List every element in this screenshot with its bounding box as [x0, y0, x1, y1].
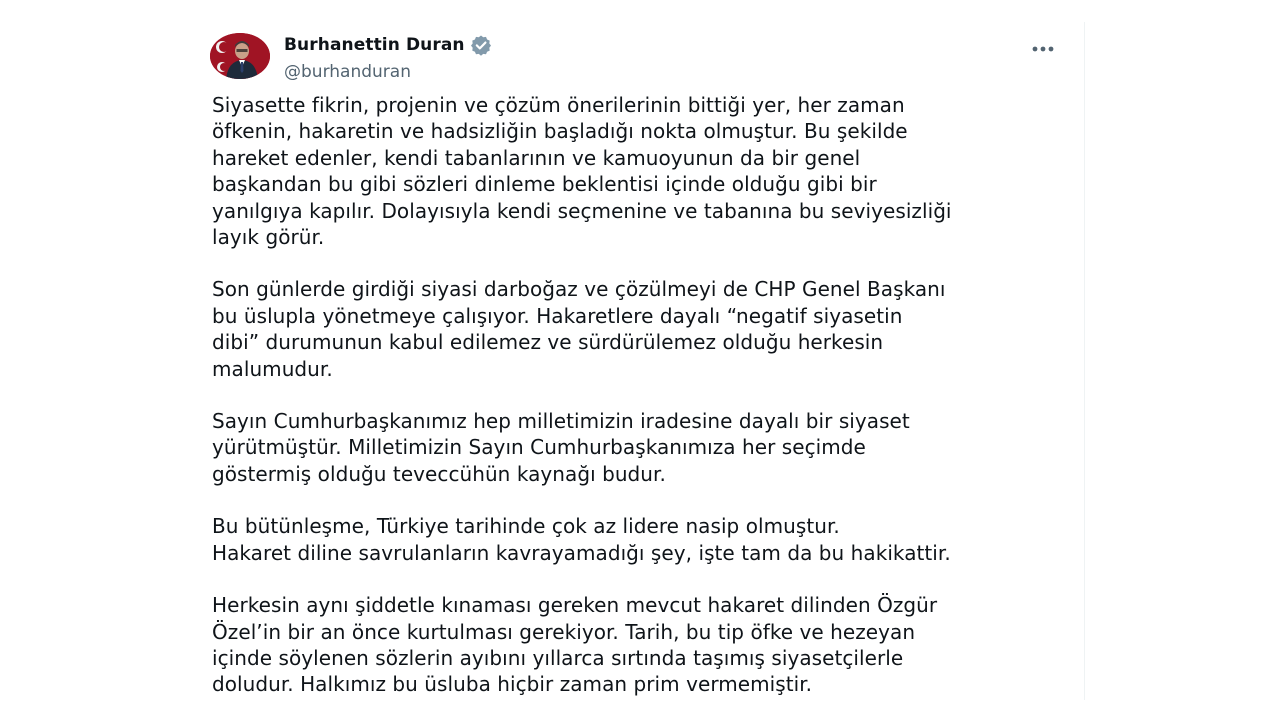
tweet-paragraph: Sayın Cumhurbaşkanımız hep milletimizin iradesine dayalı bir siyaset yürütmüştür. Milletimizin Sayın Cumhurbaşkanımıza her seçimde göstermiş olduğu teveccühün kaynağı budur. [212, 409, 910, 486]
more-options-button[interactable] [1026, 35, 1060, 63]
tweet-card [196, 22, 1085, 700]
tweet-paragraph: Herkesin aynı şiddetle kınaması gereken mevcut hakaret dilinden Özgür Özel’in bir an önce kurtulması gerekiyor. Tarih, bu tip öfke ve hezeyan içinde söylenen sözlerin ayıbını yıllarca sırtında taşımış siyasetçilerle doludur. Halkımız bu üsluba hiçbir zaman prim vermemiştir. [212, 593, 938, 697]
avatar[interactable] [210, 33, 270, 79]
tweet-paragraph: Son günlerde girdiği siyasi darboğaz ve çözülmeyi de CHP Genel Başkanı bu üslupla yönetmeye çalışıyor. Hakaretlere dayalı “negatif siyasetin dibi” durumunun kabul edilemez ve sürdürülemez olduğu herkesin malumudur. [212, 277, 946, 381]
verified-check-icon [470, 34, 492, 56]
author-display-name[interactable]: Burhanettin Duran [284, 35, 465, 55]
tweet-text [212, 92, 1072, 724]
author-handle[interactable]: @burhanduran [284, 62, 411, 82]
author-name-row[interactable] [284, 34, 492, 56]
tweet-paragraph: Siyasette fikrin, projenin ve çözüm önerilerinin bittiği yer, her zaman öfkenin, hakaretin ve hadsizliğin başladığı nokta olmuştur. Bu şekilde hareket edenler, kendi tabanlarının ve kamuoyunun da bir genel başkandan bu gibi sözleri dinleme beklentisi içinde olduğu gibi bir yanılgıya kapılır. Dolayısıyla kendi seçmenine ve tabanına bu seviyesizliği layık görür. [212, 93, 952, 250]
more-options-icon [1031, 45, 1055, 53]
tweet-paragraph: Bu bütünleşme, Türkiye tarihinde çok az lidere nasip olmuştur. Hakaret diline savrulanların kavrayamadığı şey, işte tam da bu hakikattir. [212, 514, 951, 565]
avatar-photo [210, 33, 270, 79]
tweet-header [210, 31, 1070, 82]
